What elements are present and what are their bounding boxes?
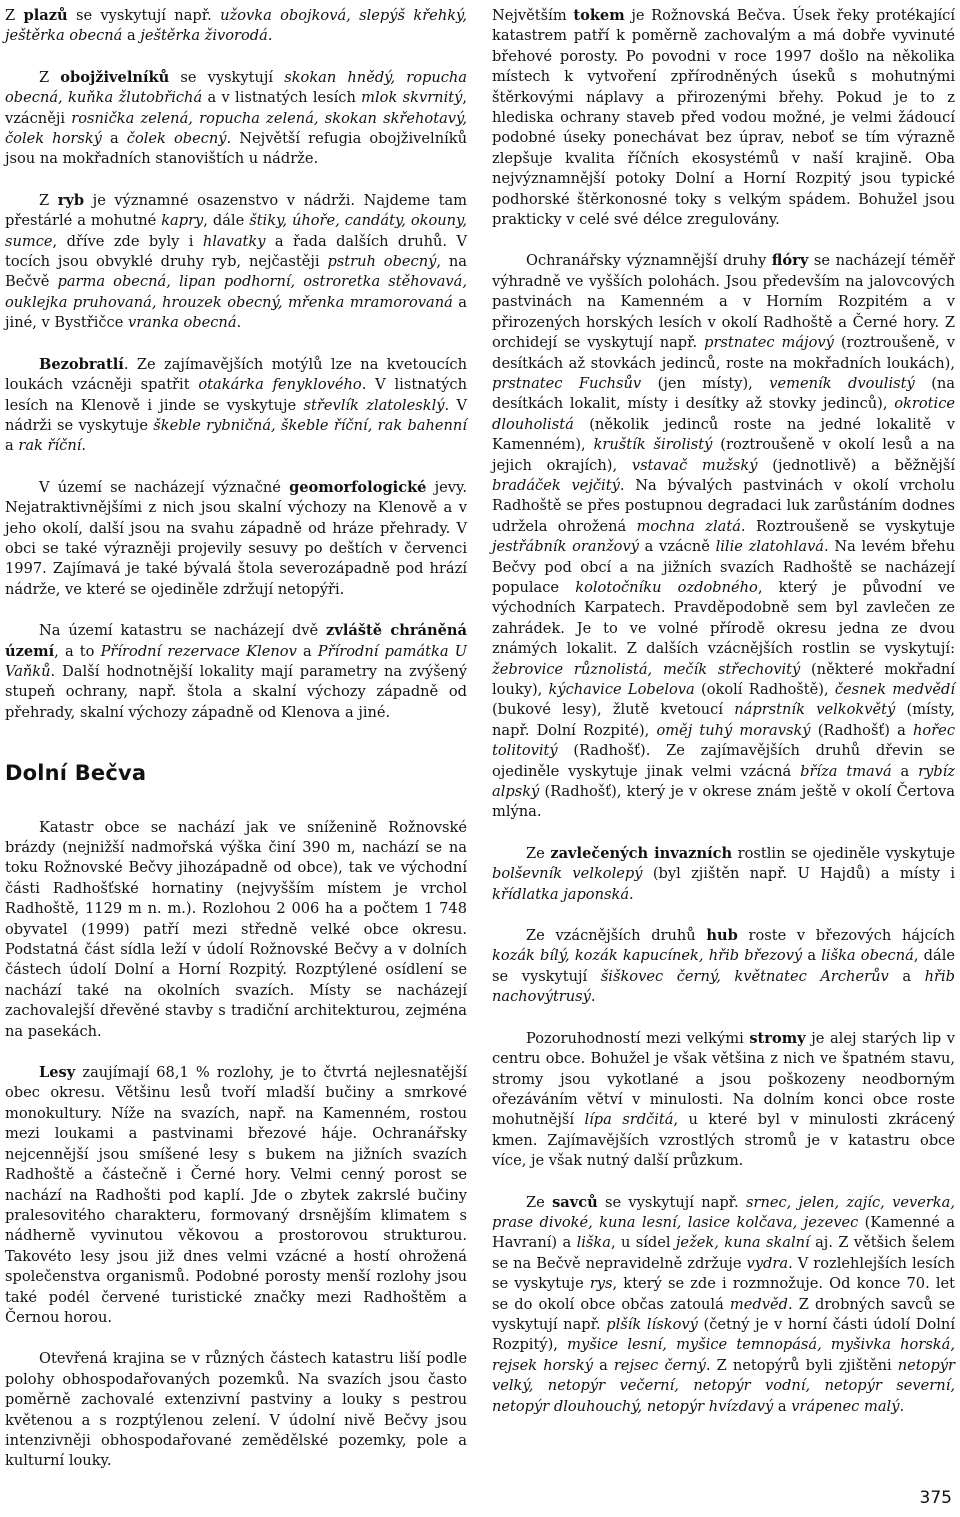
bold-term: Lesy: [39, 1064, 76, 1082]
text-run: . V listnatých lesích na Klenově i jinde se vyskytuje: [5, 376, 467, 414]
species-name: vstavač mužský: [631, 456, 758, 474]
paragraph-landscape: [5, 1349, 467, 1471]
text-run: (Radhošť). Ze zajímavějších druhů dřevin se ojediněle vyskytuje jinak velmi vzácná: [492, 742, 955, 780]
text-run: se vyskytují např.: [67, 7, 221, 24]
species-name: náprstník velkokvětý: [734, 701, 896, 719]
bold-term: tokem: [573, 7, 625, 24]
species-name: kapry: [161, 212, 204, 230]
text-run: (jen místy),: [641, 374, 770, 392]
text-run: Ze: [526, 1193, 553, 1211]
species-name: liška obecná: [821, 947, 914, 965]
paragraph-fish: [5, 191, 467, 334]
right-column: [492, 6, 955, 1437]
species-name: netopýr velký, netopýr večerní, netopýr vodní, netopýr severní, netopýr dlouhouchý, netopýr hvízdavý: [492, 1356, 956, 1415]
bold-term: obojživelníků: [60, 68, 170, 86]
text-run: (jednotlivě) a běžnější: [757, 456, 955, 474]
text-run: Otevřená krajina se v různých částech katastru liší podle polohy obhospodařovaných pozemků. Na svazích jsou často poměrně zachovalé extenzivní pastviny a louky s pestrou květenou a s rozptýlenou zelení. V údolní nivě Bečvy jsou intenzivněji obhospodařované zemědělské pozemky, pole a kulturní louky.: [5, 1350, 467, 1470]
species-name: bradáček vejčitý: [492, 476, 620, 494]
paragraph-fungi: [492, 926, 955, 1008]
text-run: . Na levém břehu Bečvy pod obcí a na jižních svazích Radhoště se nacházejí populace: [492, 538, 955, 596]
bold-term: zavlečených invazních: [550, 844, 733, 862]
species-name: medvěd: [729, 1295, 788, 1313]
text-run: . Z netopýrů byli zjištěni: [705, 1356, 898, 1374]
text-run: (četný je v horní části údolí Dolní Rozpitý),: [492, 1315, 955, 1354]
species-name: prstnatec májový: [704, 334, 834, 352]
text-run: , a to: [54, 642, 101, 660]
text-run: Na území katastru se nacházejí dvě: [39, 622, 327, 640]
text-run: (několik jedinců roste na jedné lokalitě v Kamenném),: [492, 415, 955, 454]
species-name: šiškovec černý, květnatec Archerův: [600, 967, 889, 985]
bold-term: flóry: [771, 252, 809, 270]
paragraph-geomorphology: [5, 478, 467, 600]
text-run: a: [5, 437, 19, 455]
species-name: hořec tolitovitý: [492, 721, 955, 760]
text-run: Ze: [526, 844, 551, 862]
species-name: prstnatec Fuchsův: [492, 374, 642, 392]
text-run: . V rozlehlejších lesích se vyskytuje: [492, 1254, 955, 1293]
text-run: , který je původní ve východních Karpatech. Pravděpodobně sem byl zavlečen ze zahrádek. Je to ve volné přírodě okresu jedna ze dvou známých lokalit. Z dalších vzácnějších rostlin se vyskytují:: [492, 578, 956, 658]
text-run: . V nádrži se vyskytuje: [5, 396, 467, 434]
species-name: kolotočníku ozdobného: [575, 578, 758, 596]
bold-term: stromy: [749, 1029, 806, 1047]
text-run: (roztroušeně v okolí lesů a na jejich okrajích),: [492, 436, 956, 474]
text-run: roste v březových hájcích: [737, 927, 955, 945]
species-name: okrotice dlouholistá: [492, 395, 955, 433]
bold-term: Bezobratlí: [39, 355, 124, 373]
species-name: otakárka fenyklového: [198, 376, 362, 394]
text-run: , vzácněji: [5, 89, 467, 127]
paragraph-river: [492, 6, 955, 230]
text-run: , u které byl v minulosti zkrácený kmen. Zajímavějších vzrostlých stromů je v katastru obce více, je však nutný další průzkum.: [492, 1111, 955, 1170]
bold-term: plazů: [23, 7, 68, 24]
species-name: hlavatky: [202, 232, 266, 250]
species-name: rejsec černý: [613, 1356, 706, 1374]
species-name: liška: [576, 1234, 611, 1252]
text-run: a: [101, 130, 127, 148]
text-run: a: [296, 642, 318, 660]
text-run: , dále: [203, 212, 250, 230]
paragraph-amphibians: [5, 68, 467, 170]
text-run: . Ze zajímavějších motýlů lze na kvetoucích loukách vzácněji spatřit: [5, 355, 467, 394]
paragraph-mammals: [492, 1193, 955, 1417]
text-run: . Na bývalých pastvinách v okolí vrcholu Radhoště se přes postupnou degradaci luk zarůstáním dodnes udržela ohrožená: [492, 476, 955, 535]
text-run: (Radhošť), který je v okrese znám ještě v okolí Čertova mlýna.: [492, 783, 955, 821]
species-name: lípa srdčitá: [584, 1111, 674, 1129]
species-name: mlok skvrnitý: [361, 89, 463, 107]
species-name: štiky, úhoře, candáty, okouny, sumce: [5, 212, 467, 250]
species-name: rybíz alpský: [492, 762, 955, 801]
text-run: .: [590, 988, 596, 1006]
text-run: a jiné, v Bystřičce: [5, 293, 467, 332]
species-name: rys: [589, 1275, 613, 1293]
species-name: střevlík zlatolesklý: [303, 396, 445, 414]
text-run: , dále se vyskytují: [492, 947, 956, 985]
text-run: Ochranářsky významnější druhy: [526, 252, 772, 270]
text-run: (Radhošť) a: [810, 721, 914, 739]
species-name: kruštík širolistý: [593, 436, 713, 454]
text-run: se nacházejí téměř výhradně ve vyšších polohách. Jsou především na jalovcových pastvinách na Kamenném a v Horním Rozpitém a v přirozených horských lesích v okolí Radhoště a Černé hory. Z orchidejí se vyskytují např.: [492, 252, 956, 352]
text-run: a vzácně: [638, 538, 716, 556]
text-run: Ze vzácnějších druhů: [526, 927, 707, 945]
species-name: žebrovice různolistá, mečík střechovitý: [492, 660, 801, 678]
bold-term: hub: [706, 927, 738, 945]
text-run: zaujímají 68,1 % rozlohy, je to čtvrtá nejlesnatější obec okresu. Většinu lesů tvoří mladší bučiny a smrkové monokultury. Níže na svazích, např. na Kamenném, rostou mezi loukami a pastvinami březové háje. Ochranářsky nejcennější jsou smíšené lesy s bukem na jižních svazích Radhoště a částečně i Černé hory. Velmi cenný porost se nachází na Radhošti pod kaplí. Jde o zbytek zakrslé bučiny pralesovitého charakteru, formovaný drsnějším klimatem s nádherně vyvinutou věkovou a prostorovou strukturou. Takovéto lesy jsou již dnes velmi vzácné a hostí ohrožená společenstva organismů. Podobné porosty menší rozlohy jsou také podél červené turistické značky mezi Radhoštěm a Černou horou.: [5, 1064, 467, 1326]
text-run: Největším: [492, 7, 574, 24]
species-name: skokan hnědý, ropucha obecná, kuňka žlutobřichá: [5, 68, 467, 107]
species-name: kýchavice Lobelova: [548, 681, 695, 698]
text-run: . Další hodnotnější lokality mají parametry na zvýšený stupeň ochrany, např. štola a skalní výchozy západně od přehrady, skalní výchozy západně od Klenova a jiné.: [5, 662, 467, 721]
text-run: (roztroušeně, v desítkách až stovkách jedinců, roste na mokřadních loukách),: [492, 334, 955, 372]
text-run: je Rožnovská Bečva. Úsek řeky protékající katastrem patří k poměrně zachovalým a má dobře vyvinuté břehové porosty. Po povodni v roce 1997 došlo na několika místech k vytvoření zpřírodněných úseků s mohutnými štěrkovými náplavy a přirozenými břehy. Pokud je to z hlediska ochrany staveb před vodou možné, je velmi žádoucí podobné úseky ponechávat bez úprav, neboť se tím výrazně zlepšuje kvalita říčních ekosystémů v naší krajině. Oba nejvýznamnější potoky Dolní a Horní Rozpitý jsou typické podhorské štěrkonosné toky s velkým spádem. Bohužel jsou prakticky v celé své délce zregulovány.: [492, 7, 955, 229]
left-column: [5, 6, 467, 1492]
text-run: .: [899, 1397, 905, 1415]
text-run: a v listnatých lesích: [202, 89, 362, 107]
species-name: ještěrka živorodá.: [140, 27, 273, 45]
paragraph-cadastre: [5, 818, 467, 1042]
species-name: rak říční: [18, 437, 82, 455]
species-name: pstruh obecný: [327, 253, 437, 271]
text-run: rostlin se ojediněle vyskytuje: [732, 844, 955, 862]
text-run: (na desítkách lokalit, místy i desítky až stovky jedinců),: [492, 374, 955, 413]
bold-term: ryb: [57, 191, 85, 209]
text-run: , u sídel: [610, 1234, 676, 1252]
text-run: Katastr obce se nachází jak ve sníženině Rožnovské brázdy (nejnižší nadmořská výška činí 390 m, nachází se na toku Rožnovské Bečvy jihozápadně od obce), tak ve východní části Radhošťské hornatiny (nejvyšším místem je vrchol Radhoště, 1129 m n. m.). Rozlohou 2 006 ha a počtem 1 748 obyvatel (1999) patří mezi středně velké obce okresu. Podstatná část sídla leží v údolí Rožnovské Bečvy a v dolních částech údolí Dolní a Horní Rozpitý. Rozptýlené osídlení se nachází také na okolních svazích. Místy se nacházejí zachovalejší dřevěné stavby s tradiční architekturou, zejména na pasekách.: [5, 818, 467, 1040]
text-run: (bukové lesy), žlutě kvetoucí: [492, 701, 735, 719]
paragraph-invertebrates: [5, 355, 467, 457]
text-run: a: [891, 762, 919, 780]
text-run: Pozoruhodností mezi velkými: [526, 1029, 750, 1047]
text-run: V území se nacházejí význačné: [39, 478, 290, 496]
text-run: Z: [5, 7, 24, 24]
species-name: křídlatka japonská: [492, 885, 630, 903]
text-run: se vyskytují např.: [597, 1193, 746, 1211]
species-name: čolek obecný: [126, 130, 227, 148]
species-name: Přírodní rezervace Klenov: [100, 642, 297, 660]
text-run: Z: [39, 191, 58, 209]
text-run: . Roztroušeně se vyskytuje: [740, 517, 956, 535]
text-run: . Největší refugia obojživelníků jsou na mokřadních stanovištích u nádrže.: [5, 130, 468, 168]
species-name: rosnička zelená, ropucha zelená, skokan skřehotavý, čolek horský: [5, 109, 467, 148]
bold-term: geomorfologické: [289, 478, 427, 496]
species-name: jestřábník oranžový: [492, 538, 639, 556]
text-run: a: [122, 27, 141, 45]
text-run: a: [888, 967, 925, 985]
species-name: vemeník dvoulistý: [769, 374, 915, 392]
text-run: .: [629, 885, 634, 903]
paragraph-protected-areas: [5, 621, 467, 723]
species-name: hřib nachovýtrusý: [492, 967, 955, 1006]
species-name: vrápenec malý: [791, 1397, 900, 1415]
text-run: Z: [39, 68, 61, 86]
species-name: parma obecná, lipan podhorní, ostroretka stěhovavá, ouklejka pruhovaná, hrouzek obecný, mřenka mramorovaná: [5, 273, 467, 311]
text-run: se vyskytují: [169, 68, 285, 86]
text-run: a: [802, 947, 822, 965]
page-number: 375: [919, 1488, 952, 1508]
text-run: a: [592, 1356, 614, 1374]
text-run: (byl zjištěn např. U Hajdů) a místy i: [642, 865, 955, 883]
species-name: bolševník velkolepý: [492, 865, 643, 883]
bold-term: zvláště chráněná území: [5, 622, 467, 660]
species-name: užovka obojková, slepýš křehký, ještěrka obecná: [5, 7, 468, 45]
paragraph-reptiles: [5, 6, 467, 47]
species-name: lilie zlatohlavá: [715, 538, 825, 556]
text-run: (Kamenné a Havraní) a: [492, 1213, 956, 1252]
text-run: . Z drobných savců se vyskytují např.: [492, 1295, 955, 1333]
paragraph-invasive-plants: [492, 844, 955, 905]
text-run: (okolí Radhoště),: [694, 681, 835, 698]
text-run: (místy, např. Dolní Rozpité),: [492, 701, 955, 739]
species-name: mochna zlatá: [636, 517, 741, 535]
species-name: vydra: [746, 1254, 789, 1272]
species-name: kozák bílý, kozák kapucínek, hřib březový: [492, 947, 803, 965]
text-run: a: [773, 1397, 792, 1415]
bold-term: savců: [552, 1193, 598, 1211]
text-run: jevy. Nejatraktivnějšími z nich jsou skalní výchozy na Klenově a v jeho okolí, další jsou na svahu západně od hráze přehrady. V obci se také výrazněji projevily sesuvy po deštích v červenci 1997. Zajímavá je také bývalá štola severozápadně pod hrází nádrže, ve které se ojediněle zdržují netopýři.: [5, 478, 467, 598]
species-name: oměj tuhý moravský: [656, 721, 811, 739]
species-name: srnec, jelen, zajíc, veverka, prase divoké, kuna lesní, lasice kolčava, jezevec: [492, 1193, 955, 1231]
text-run: (některé mokřadní louky),: [492, 660, 955, 698]
species-name: bříza tmavá: [800, 762, 892, 780]
text-run: , dříve zde byly i: [52, 232, 203, 250]
paragraph-flora: [492, 251, 955, 822]
species-name: česnek medvědí: [834, 681, 956, 698]
paragraph-forests: [5, 1063, 467, 1328]
section-heading: Dolní Bečva: [5, 761, 147, 786]
species-name: vranka obecná: [127, 314, 237, 332]
text-run: je významné osazenstvo v nádrži. Najdeme tam přestárlé a mohutné: [5, 191, 467, 230]
text-run: .: [236, 314, 242, 332]
text-run: a řada dalších druhů. V tocích jsou obvyklé druhy ryb, nejčastěji: [5, 232, 467, 271]
paragraph-trees: [492, 1029, 955, 1172]
text-run: , který se zde i rozmnožuje. Od konce 70. let se do okolí obce občas zatoulá: [492, 1275, 955, 1313]
species-name: plšík lískový: [606, 1315, 698, 1333]
species-name: Přírodní památka U Vaňků: [5, 642, 467, 680]
species-name: myšice lesní, myšice temnopásá, myšivka horská, rejsek horský: [492, 1336, 955, 1374]
text-run: , na Bečvě: [5, 253, 467, 291]
text-run: .: [81, 437, 87, 455]
text-run: je alej starých lip v centru obce. Bohužel je však většina z nich ve špatném stavu, stromy jsou vykotlané a jsou poškozeny neodborným ořezáváním větví v minulosti. Na dolním konci obce roste mohutnější: [492, 1029, 955, 1129]
text-run: aj. Z většich šelem se na Bečvě nepravidelně zdržuje: [492, 1234, 955, 1272]
species-name: ježek, kuna skalní: [675, 1234, 810, 1252]
species-name: škeble rybničná, škeble říční, rak bahenní: [153, 416, 467, 434]
